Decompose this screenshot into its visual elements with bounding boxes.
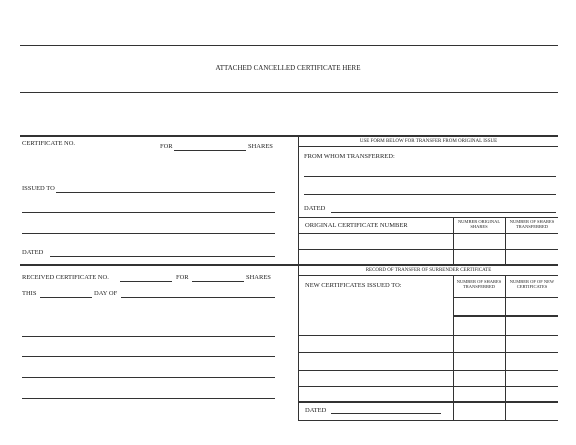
orig-cert-col-divider-2 (505, 217, 506, 264)
new-certificates-label: NEW CERTIFICATES ISSUED TO: (305, 282, 402, 289)
received-certificate-field[interactable] (120, 281, 172, 282)
issued-to-field-3[interactable] (22, 233, 275, 234)
record-rule-7 (299, 401, 558, 403)
right-dated-label: DATED (304, 205, 326, 212)
record-dated-field[interactable] (331, 413, 441, 414)
issued-to-field-1[interactable] (56, 192, 275, 193)
record-heading-rule (299, 275, 558, 276)
record-col-divider-2 (505, 275, 506, 421)
original-certificate-number-label: ORIGINAL CERTIFICATE NUMBER (305, 222, 408, 229)
record-col-divider-1 (453, 275, 454, 421)
from-whom-label: FROM WHOM TRANSFERRED: (304, 153, 395, 160)
dated-field[interactable] (50, 256, 275, 257)
record-rule-3 (299, 335, 558, 336)
orig-cert-table-top (299, 217, 558, 218)
original-shares-column-header: NUMBER ORIGINAL SHARES (457, 219, 501, 229)
orig-cert-row-rule (299, 249, 558, 250)
orig-cert-col-divider-1 (453, 217, 454, 264)
record-dated-label: DATED (305, 407, 327, 414)
right-dated-field[interactable] (331, 212, 556, 213)
record-of-transfer-heading: RECORD OF TRANSFER OF SURRENDER CERTIFICATE (365, 268, 492, 273)
issued-to-field-2[interactable] (22, 212, 275, 213)
from-whom-field-2[interactable] (304, 194, 556, 195)
shares-label: SHARES (248, 143, 273, 150)
top-border (20, 45, 558, 46)
record-rule-5 (299, 370, 558, 371)
orig-cert-header-rule (299, 233, 558, 234)
stub-top-border (20, 135, 558, 137)
shares-transferred-column-header: NUMBER OF SHARES TRANSFERRED (509, 219, 555, 229)
from-whom-field-1[interactable] (304, 176, 556, 177)
received-line-1[interactable] (22, 336, 275, 337)
dated-label: DATED (22, 249, 44, 256)
day-of-field[interactable] (121, 297, 275, 298)
received-for-field[interactable] (192, 281, 244, 282)
this-label: THIS (22, 290, 37, 297)
transfer-form-heading: USE FORM BELOW FOR TRANSFER FROM ORIGINAL ISSUE (359, 139, 498, 144)
for-label: FOR (160, 143, 173, 150)
for-shares-field[interactable] (174, 150, 246, 151)
record-bottom-rule (299, 420, 558, 421)
certificate-no-label: CERTIFICATE NO. (22, 140, 76, 147)
day-of-label: DAY OF (94, 290, 118, 297)
received-for-label: FOR (176, 274, 189, 281)
received-shares-label: SHARES (246, 274, 271, 281)
middle-divider (20, 264, 558, 266)
new-certificates-column-header: NUMBER OF OF NEW CERTIFICATES (509, 279, 555, 289)
received-line-3[interactable] (22, 377, 275, 378)
record-rule-6 (299, 386, 558, 387)
this-field[interactable] (40, 297, 92, 298)
attached-certificate-label: ATTACHED CANCELLED CERTIFICATE HERE (215, 64, 361, 72)
record-rule-4 (299, 352, 558, 353)
received-line-4[interactable] (22, 398, 275, 399)
header-bottom-border (20, 92, 558, 93)
issued-to-label: ISSUED TO (22, 185, 55, 192)
new-shares-transferred-column-header: NUMBER OF SHARES TRANSFERRED (456, 279, 502, 289)
received-line-2[interactable] (22, 356, 275, 357)
transfer-heading-rule (299, 146, 558, 147)
center-divider (298, 137, 299, 421)
received-certificate-label: RECEIVED CERTIFICATE NO. (22, 274, 109, 281)
